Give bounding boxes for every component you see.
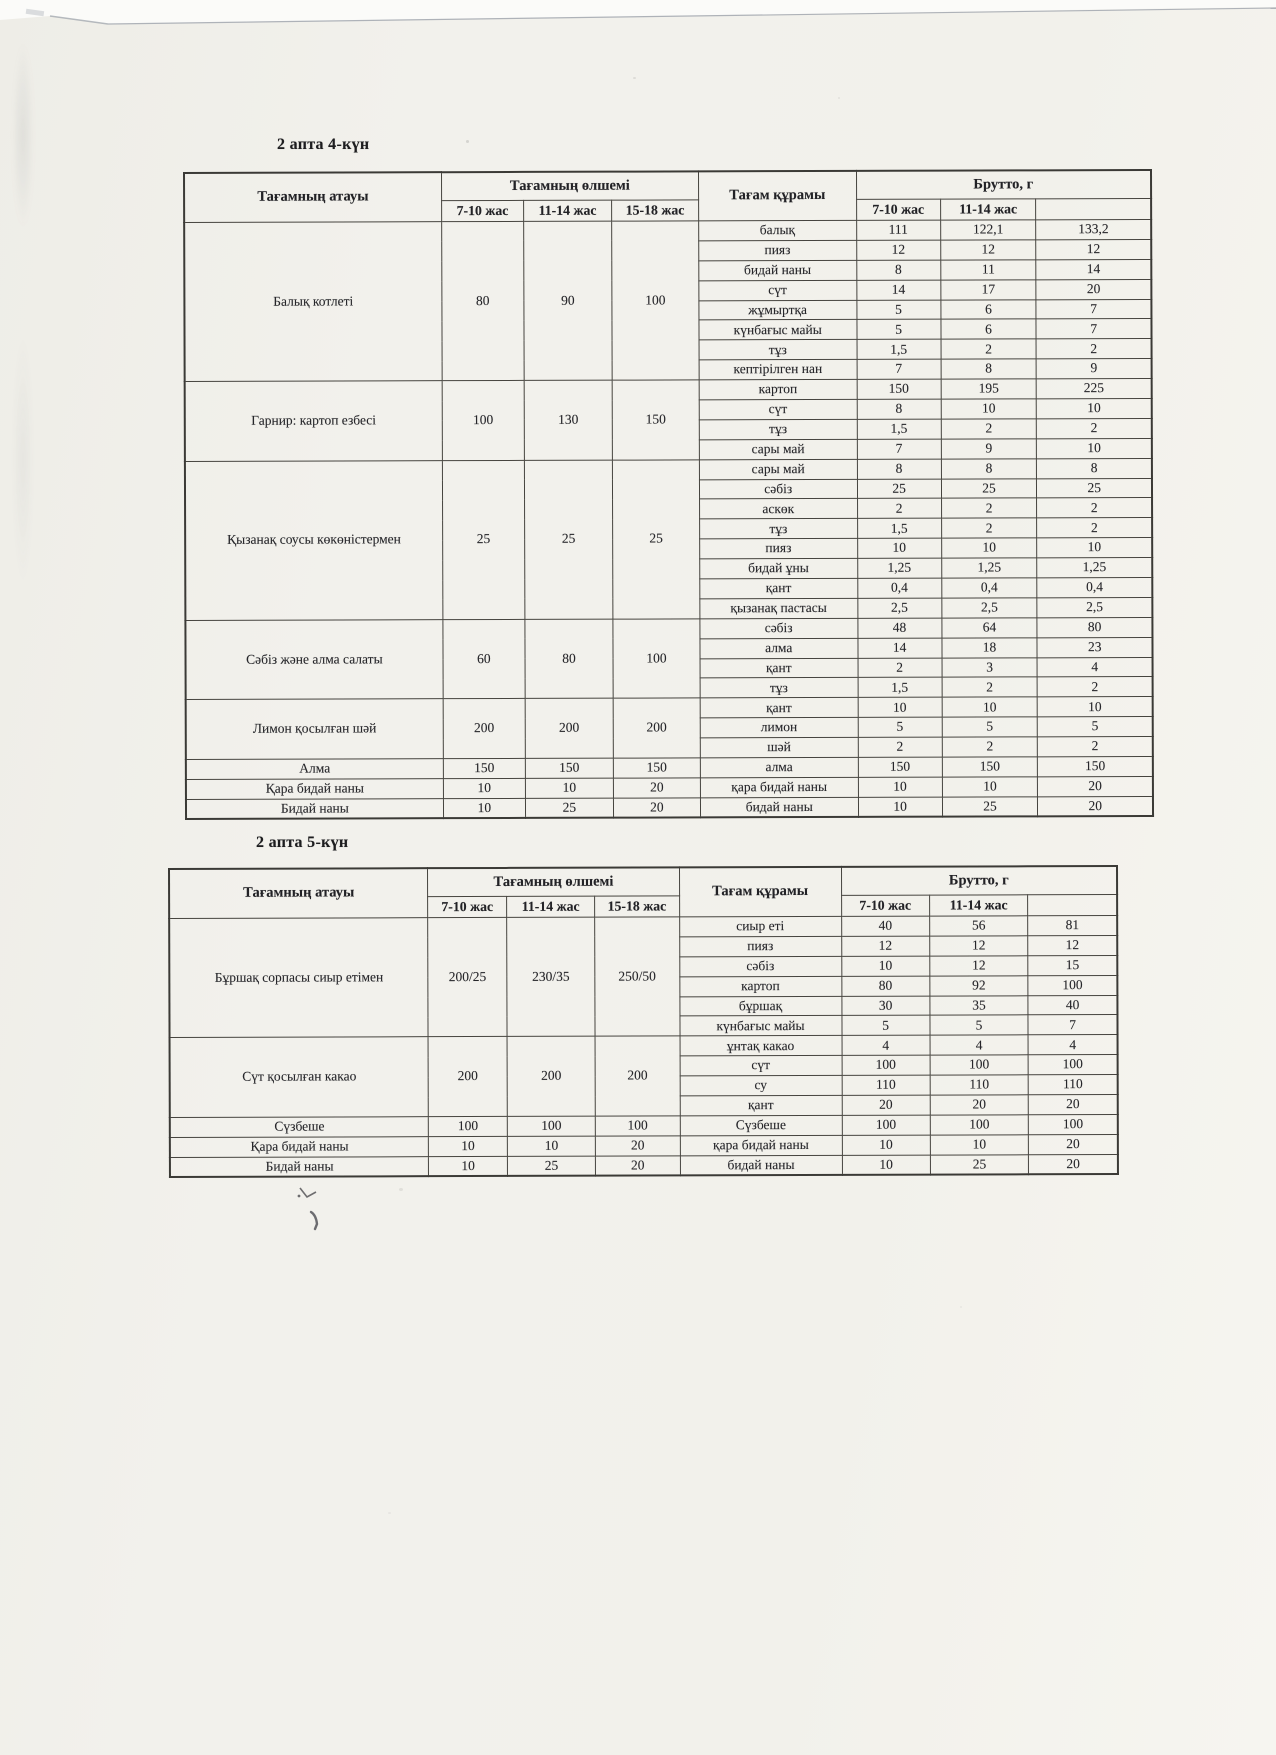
component-name-cell: кептірілген нан [699, 360, 857, 380]
brutto-value-cell: 40 [1028, 995, 1117, 1015]
brutto-value-cell: 5 [930, 1015, 1029, 1035]
component-name-cell: бұршақ [679, 996, 841, 1016]
component-name-cell: сәбіз [679, 956, 841, 976]
header-brutto-age-col [1036, 198, 1151, 219]
section-title-day5: 2 апта 5-күн [256, 834, 349, 851]
brutto-value-cell: 12 [940, 240, 1036, 260]
paper-speck [838, 97, 840, 99]
dish-size-cell: 20 [613, 778, 700, 798]
brutto-value-cell: 25 [930, 1154, 1029, 1174]
component-name-cell: бидай наны [699, 260, 857, 280]
dish-name-cell: Қызанақ соусы көкөністермен [185, 460, 443, 620]
component-name-cell: күнбағыс майы [679, 1016, 841, 1036]
header-brutto-age-col: 11-14 жас [929, 895, 1028, 916]
header-size-group: Тағамның өлшемі [428, 867, 679, 896]
component-name-cell: жұмыртқа [699, 300, 857, 320]
brutto-value-cell: 8 [856, 260, 940, 280]
dish-size-cell: 20 [595, 1136, 679, 1156]
component-name-cell: сүт [699, 399, 857, 419]
scan-smudge [12, 40, 34, 230]
dish-name-cell: Гарнир: картоп езбесі [185, 381, 442, 461]
brutto-value-cell: 2 [942, 737, 1038, 757]
brutto-value-cell: 18 [942, 638, 1038, 658]
brutto-value-cell: 5 [842, 1016, 930, 1036]
brutto-value-cell: 4 [1028, 1035, 1117, 1055]
paper-speck [960, 1306, 962, 1308]
brutto-value-cell: 7 [857, 439, 941, 459]
component-name-cell: қант [680, 1095, 842, 1115]
brutto-value-cell: 10 [1037, 398, 1152, 418]
dish-size-cell: 250/50 [595, 917, 680, 1037]
header-brutto-age-col: 7-10 жас [856, 199, 940, 220]
brutto-value-cell: 10 [841, 956, 929, 976]
brutto-value-cell: 14 [857, 638, 941, 658]
brutto-value-cell: 25 [857, 479, 941, 499]
brutto-value-cell: 100 [1029, 1114, 1118, 1134]
scan-smudge [12, 330, 34, 590]
brutto-value-cell: 5 [856, 300, 940, 320]
component-name-cell: пияз [679, 936, 841, 956]
paper-speck [388, 1512, 391, 1514]
brutto-value-cell: 35 [930, 995, 1029, 1015]
brutto-value-cell: 10 [941, 538, 1037, 558]
brutto-value-cell: 20 [1029, 1154, 1118, 1174]
brutto-value-cell: 11 [940, 260, 1036, 280]
component-name-cell: алма [700, 638, 858, 658]
dish-size-cell: 10 [507, 1136, 595, 1156]
header-age-col: 15-18 жас [595, 896, 679, 917]
brutto-value-cell: 10 [857, 538, 941, 558]
brutto-value-cell: 195 [941, 379, 1037, 399]
brutto-value-cell: 100 [930, 1115, 1029, 1135]
brutto-value-cell: 2,5 [1037, 597, 1152, 617]
component-name-cell: бидай ұны [700, 559, 858, 579]
brutto-value-cell: 12 [841, 936, 929, 956]
header-size-group: Тағамның өлшемі [441, 171, 698, 200]
brutto-value-cell: 5 [858, 717, 942, 737]
table-row [170, 1154, 1118, 1177]
brutto-value-cell: 110 [842, 1075, 930, 1095]
brutto-value-cell: 7 [857, 359, 941, 379]
component-name-cell: сәбіз [699, 479, 857, 499]
dish-size-cell: 150 [613, 758, 700, 778]
brutto-value-cell: 25 [942, 797, 1038, 817]
brutto-value-cell: 10 [858, 697, 942, 717]
brutto-value-cell: 100 [930, 1055, 1029, 1075]
brutto-value-cell: 2 [857, 499, 941, 519]
dish-size-cell: 25 [507, 1156, 595, 1176]
menu-table-day4 [183, 169, 1154, 820]
brutto-value-cell: 2 [1037, 418, 1152, 438]
paper-speck [633, 77, 636, 79]
brutto-value-cell: 150 [942, 757, 1038, 777]
brutto-value-cell: 10 [942, 777, 1038, 797]
brutto-value-cell: 10 [1037, 438, 1152, 458]
header-composition: Тағам құрамы [698, 171, 856, 221]
component-name-cell: сәбіз [700, 618, 858, 638]
brutto-value-cell: 6 [941, 319, 1037, 339]
brutto-value-cell: 8 [1037, 458, 1152, 478]
header-age-col: 11-14 жас [507, 896, 595, 917]
paper-speck [399, 1188, 403, 1191]
brutto-value-cell: 150 [858, 757, 942, 777]
component-name-cell: аскөк [699, 499, 857, 519]
brutto-value-cell: 122,1 [940, 220, 1036, 240]
brutto-value-cell: 12 [1028, 935, 1117, 955]
component-name-cell: сары май [699, 439, 857, 459]
brutto-value-cell: 10 [858, 777, 942, 797]
header-dish-name: Тағамның атауы [169, 868, 428, 918]
dish-size-cell: 20 [613, 798, 700, 818]
brutto-value-cell: 20 [1038, 776, 1153, 796]
component-name-cell: қызанақ пастасы [700, 598, 858, 618]
brutto-value-cell: 64 [942, 618, 1038, 638]
dish-size-cell: 25 [524, 460, 612, 619]
brutto-value-cell: 2 [1037, 677, 1152, 697]
component-name-cell: сиыр еті [679, 916, 841, 936]
dish-size-cell: 100 [429, 1116, 508, 1136]
brutto-value-cell: 6 [941, 299, 1037, 319]
brutto-value-cell: 40 [841, 916, 929, 936]
brutto-value-cell: 0,4 [941, 578, 1037, 598]
brutto-value-cell: 12 [929, 936, 1028, 956]
ink-mark [292, 1180, 332, 1236]
brutto-value-cell: 56 [929, 916, 1028, 936]
brutto-value-cell: 8 [857, 459, 941, 479]
brutto-value-cell: 25 [1037, 478, 1152, 498]
brutto-value-cell: 25 [941, 478, 1037, 498]
header-dish-name: Тағамның атауы [184, 172, 441, 222]
brutto-value-cell: 10 [1037, 538, 1152, 558]
header-brutto-age-col [1028, 895, 1117, 916]
brutto-value-cell: 2 [941, 498, 1037, 518]
brutto-value-cell: 10 [941, 399, 1037, 419]
brutto-value-cell: 10 [942, 697, 1038, 717]
dish-name-cell: Бидай наны [186, 799, 443, 820]
brutto-value-cell: 225 [1037, 379, 1152, 399]
dish-size-cell: 10 [525, 778, 613, 798]
brutto-value-cell: 8 [857, 399, 941, 419]
brutto-value-cell: 150 [1038, 757, 1153, 777]
component-name-cell: қант [700, 578, 858, 598]
brutto-value-cell: 10 [1038, 697, 1153, 717]
header-age-col: 7-10 жас [428, 896, 507, 917]
dish-size-cell: 230/35 [507, 917, 596, 1037]
dish-name-cell: Қара бидай наны [170, 1136, 429, 1157]
brutto-value-cell: 0,4 [857, 578, 941, 598]
component-name-cell: қант [700, 658, 858, 678]
dish-name-cell: Алма [186, 759, 443, 780]
dish-size-cell: 20 [596, 1156, 680, 1176]
component-name-cell: су [680, 1076, 842, 1096]
brutto-value-cell: 2 [1038, 737, 1153, 757]
dish-size-cell: 25 [442, 460, 525, 619]
component-name-cell: сүт [699, 280, 857, 300]
brutto-value-cell: 10 [930, 1135, 1029, 1155]
brutto-value-cell: 9 [941, 439, 1037, 459]
brutto-value-cell: 100 [842, 1055, 930, 1075]
section-title-day4: 2 апта 4-күн [277, 136, 370, 153]
header-composition: Тағам құрамы [679, 867, 841, 917]
component-name-cell: қант [700, 698, 858, 718]
dish-size-cell: 25 [612, 460, 700, 619]
header-age-col: 15-18 жас [611, 200, 698, 221]
brutto-value-cell: 12 [1036, 239, 1151, 259]
component-name-cell: сүт [680, 1056, 842, 1076]
dish-size-cell: 90 [524, 221, 612, 380]
header-brutto-age-col: 11-14 жас [940, 199, 1036, 220]
brutto-value-cell: 7 [1028, 1015, 1117, 1035]
dish-size-cell: 100 [613, 619, 700, 699]
brutto-value-cell: 2 [1037, 498, 1152, 518]
dish-size-cell: 200/25 [428, 917, 507, 1037]
brutto-value-cell: 30 [841, 996, 929, 1016]
dish-size-cell: 10 [443, 798, 525, 818]
component-name-cell: картоп [679, 976, 841, 996]
component-name-cell: картоп [699, 380, 857, 400]
scan-edge-artifact [0, 0, 1276, 40]
dish-name-cell: Сүзбеше [170, 1117, 429, 1138]
brutto-value-cell: 1,5 [857, 518, 941, 538]
brutto-value-cell: 100 [1028, 1055, 1117, 1075]
brutto-value-cell: 20 [1029, 1095, 1118, 1115]
brutto-value-cell: 1,5 [857, 339, 941, 359]
dish-size-cell: 150 [612, 380, 699, 460]
header-age-col: 11-14 жас [524, 200, 612, 221]
brutto-value-cell: 110 [930, 1075, 1029, 1095]
dish-size-cell: 10 [429, 1136, 508, 1156]
component-name-cell: ұнтақ какао [680, 1036, 842, 1056]
brutto-value-cell: 9 [1036, 359, 1151, 379]
brutto-value-cell: 2,5 [857, 598, 941, 618]
dish-size-cell: 100 [612, 221, 700, 380]
brutto-value-cell: 2 [858, 737, 942, 757]
brutto-value-cell: 4 [1037, 657, 1152, 677]
component-name-cell: сары май [699, 459, 857, 479]
brutto-value-cell: 100 [842, 1115, 930, 1135]
paper-speck [466, 140, 469, 143]
brutto-value-cell: 23 [1037, 637, 1152, 657]
brutto-value-cell: 2 [941, 518, 1037, 538]
header-brutto-age-col: 7-10 жас [841, 895, 929, 916]
brutto-value-cell: 2 [941, 419, 1037, 439]
header-age-col: 7-10 жас [441, 200, 523, 221]
component-name-cell: тұз [700, 519, 858, 539]
dish-size-cell: 80 [525, 619, 613, 699]
component-name-cell: балық [699, 220, 857, 240]
table-row [186, 796, 1153, 819]
component-name-cell: бидай наны [700, 797, 858, 817]
component-name-cell: қара бидай наны [700, 777, 858, 797]
brutto-value-cell: 1,25 [941, 558, 1037, 578]
brutto-value-cell: 92 [930, 975, 1029, 995]
component-name-cell: тұз [700, 678, 858, 698]
header-brutto-group: Брутто, г [856, 170, 1151, 199]
brutto-value-cell: 110 [1028, 1075, 1117, 1095]
brutto-value-cell: 5 [856, 320, 940, 340]
brutto-value-cell: 2 [942, 677, 1038, 697]
dish-size-cell: 25 [525, 798, 613, 818]
component-name-cell: пияз [700, 539, 858, 559]
brutto-value-cell: 2 [1037, 518, 1152, 538]
component-name-cell: бидай наны [680, 1155, 842, 1175]
dish-size-cell: 10 [443, 778, 525, 798]
dish-size-cell: 80 [441, 221, 524, 380]
dish-name-cell: Бұршақ сорпасы сиыр етімен [169, 918, 428, 1038]
brutto-value-cell: 20 [842, 1095, 930, 1115]
brutto-value-cell: 2 [1036, 339, 1151, 359]
dish-size-cell: 100 [507, 1116, 595, 1136]
dish-size-cell: 150 [525, 758, 613, 778]
dish-size-cell: 10 [429, 1156, 508, 1176]
component-name-cell: тұз [699, 419, 857, 439]
dish-name-cell: Сүт қосылған какао [170, 1037, 429, 1117]
brutto-value-cell: 8 [941, 459, 1037, 479]
brutto-value-cell: 3 [942, 657, 1038, 677]
dish-size-cell: 60 [443, 619, 525, 699]
component-name-cell: қара бидай наны [680, 1135, 842, 1155]
component-name-cell: алма [700, 757, 858, 777]
brutto-value-cell: 17 [940, 279, 1036, 299]
component-name-cell: Сүзбеше [680, 1115, 842, 1135]
brutto-value-cell: 10 [858, 797, 942, 817]
dish-name-cell: Бидай наны [170, 1156, 429, 1177]
component-name-cell: пияз [699, 240, 857, 260]
dish-size-cell: 200 [613, 698, 700, 758]
brutto-value-cell: 10 [842, 1155, 930, 1175]
brutto-value-cell: 80 [1037, 617, 1152, 637]
dish-name-cell: Балық котлеті [184, 222, 442, 382]
brutto-value-cell: 5 [942, 717, 1038, 737]
brutto-value-cell: 48 [857, 618, 941, 638]
dish-name-cell: Қара бидай наны [186, 779, 443, 800]
brutto-value-cell: 100 [1028, 975, 1117, 995]
dish-size-cell: 100 [595, 1116, 679, 1136]
dish-size-cell: 200 [525, 699, 613, 759]
brutto-value-cell: 1,25 [1037, 558, 1152, 578]
brutto-value-cell: 4 [930, 1035, 1029, 1055]
dish-name-cell: Сәбіз және алма салаты [185, 619, 442, 699]
brutto-value-cell: 20 [1036, 279, 1151, 299]
dish-size-cell: 100 [442, 381, 524, 461]
component-name-cell: шәй [700, 738, 858, 758]
dish-size-cell: 150 [443, 758, 525, 778]
brutto-value-cell: 20 [1038, 796, 1153, 816]
header-brutto-group: Брутто, г [841, 866, 1117, 895]
brutto-value-cell: 81 [1028, 916, 1117, 936]
brutto-value-cell: 20 [1029, 1134, 1118, 1154]
brutto-value-cell: 12 [930, 956, 1029, 976]
dish-name-cell: Лимон қосылған шәй [186, 699, 443, 759]
brutto-value-cell: 10 [842, 1135, 930, 1155]
brutto-value-cell: 4 [842, 1035, 930, 1055]
dish-size-cell: 130 [524, 380, 612, 460]
brutto-value-cell: 1,5 [857, 419, 941, 439]
brutto-value-cell: 7 [1036, 319, 1151, 339]
dish-size-cell: 200 [595, 1036, 680, 1116]
dish-size-cell: 200 [428, 1037, 507, 1117]
component-name-cell: күнбағыс майы [699, 320, 857, 340]
component-name-cell: тұз [699, 340, 857, 360]
brutto-value-cell: 2 [941, 339, 1037, 359]
brutto-value-cell: 2 [858, 658, 942, 678]
component-name-cell: лимон [700, 718, 858, 738]
brutto-value-cell: 133,2 [1036, 219, 1151, 239]
brutto-value-cell: 1,25 [857, 558, 941, 578]
brutto-value-cell: 0,4 [1037, 577, 1152, 597]
brutto-value-cell: 12 [856, 240, 940, 260]
brutto-value-cell: 14 [856, 280, 940, 300]
brutto-value-cell: 2,5 [941, 598, 1037, 618]
brutto-value-cell: 5 [1038, 717, 1153, 737]
brutto-value-cell: 14 [1036, 259, 1151, 279]
menu-table-day5 [168, 865, 1119, 1178]
brutto-value-cell: 111 [856, 220, 940, 240]
brutto-value-cell: 15 [1028, 955, 1117, 975]
brutto-value-cell: 8 [941, 359, 1037, 379]
brutto-value-cell: 150 [857, 379, 941, 399]
dish-size-cell: 200 [507, 1037, 595, 1117]
brutto-value-cell: 20 [930, 1095, 1029, 1115]
brutto-value-cell: 7 [1036, 299, 1151, 319]
dish-size-cell: 200 [443, 699, 525, 759]
brutto-value-cell: 80 [841, 976, 929, 996]
brutto-value-cell: 1,5 [858, 678, 942, 698]
